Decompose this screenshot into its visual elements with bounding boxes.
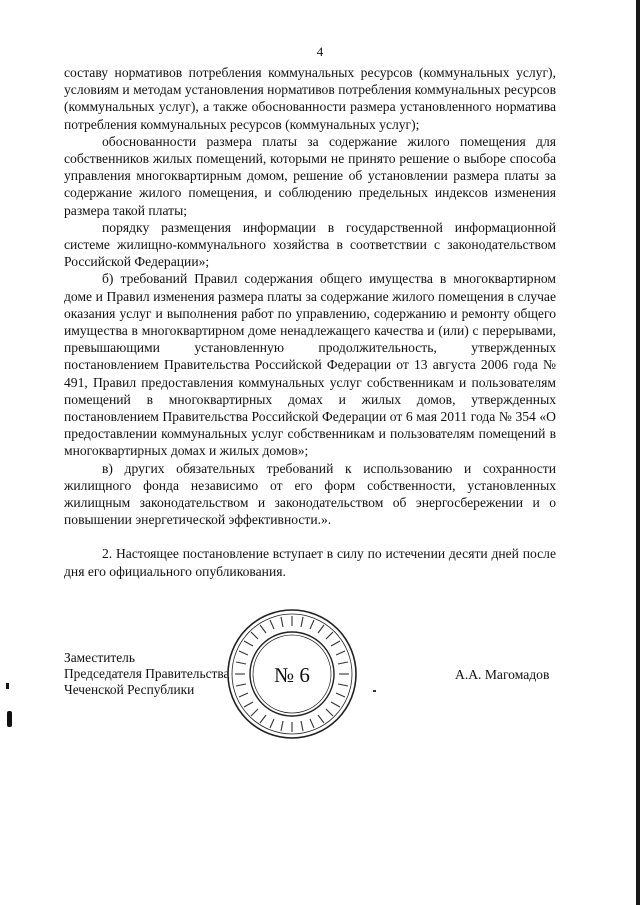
official-seal bbox=[225, 607, 359, 741]
scan-mark bbox=[6, 683, 9, 689]
document-body bbox=[64, 64, 556, 580]
paragraph-5: в) других обязательных требований к использованию и сохранности жилищного фонда независимо от его форм собственности, установленных жилищным законодательством и законодательством об энергосбережении и о повышении энергетической эффективности.». bbox=[64, 460, 556, 528]
signatory-title-line1: Заместитель bbox=[64, 650, 135, 665]
signatory-title-line2: Председателя Правительства bbox=[64, 666, 230, 681]
paragraph-1: составу нормативов потребления коммунальных ресурсов (коммунальных услуг), условиям и методам установления нормативов потребления коммунальных ресурсов (коммунальных услуг), а также обоснованности размера установленного норматива потребления коммунальных ресурсов (коммунальных услуг); bbox=[64, 65, 556, 132]
signatory-name: А.А. Магомадов bbox=[455, 667, 550, 682]
page-number: 4 bbox=[316, 44, 324, 59]
paragraph-2: обоснованности размера платы за содержание жилого помещения для собственников жилых помещений, которыми не принято решение о выборе способа управления многоквартирным домом, решение об установлении размера платы за содержание жилого помещения, и соблюдению предельных индексов изменения размера такой платы; bbox=[64, 133, 556, 218]
signatory-title bbox=[64, 650, 229, 698]
scan-dot bbox=[373, 690, 376, 692]
paragraph-6: 2. Настоящее постановление вступает в силу по истечении десяти дней после дня его официального опубликования. bbox=[64, 546, 556, 579]
paragraph-3: порядку размещения информации в государственной информационной системе жилищно-коммунального хозяйства в соответствии с законодательством Российской Федерации»; bbox=[64, 219, 556, 270]
scan-mark bbox=[7, 711, 12, 727]
signatory-title-line3: Чеченской Республики bbox=[64, 682, 195, 697]
scan-edge bbox=[636, 0, 640, 905]
seal-number: № 6 bbox=[274, 663, 310, 687]
paragraph-4: б) требований Правил содержания общего имущества в многоквартирном доме и Правил изменения размера платы за содержание жилого помещения в случае оказания услуг и выполнения работ по управлению, содержанию и ремонту общего имущества в многоквартирном доме ненадлежащего качества и (или) с перерывами, превышающими установленную продолжительность, утвержденных постановлением Правительства Российской Федерации от 13 августа 2006 года № 491, Правил предоставления коммунальных услуг собственникам и пользователям помещений в многоквартирных домах и жилых домов, утвержденных постановлением Правительства Российской Федерации от 6 мая 2011 года № 354 «О предоставлении коммунальных услуг собственникам и пользователям помещений в многоквартирных домах и жилых домов»; bbox=[64, 271, 556, 459]
